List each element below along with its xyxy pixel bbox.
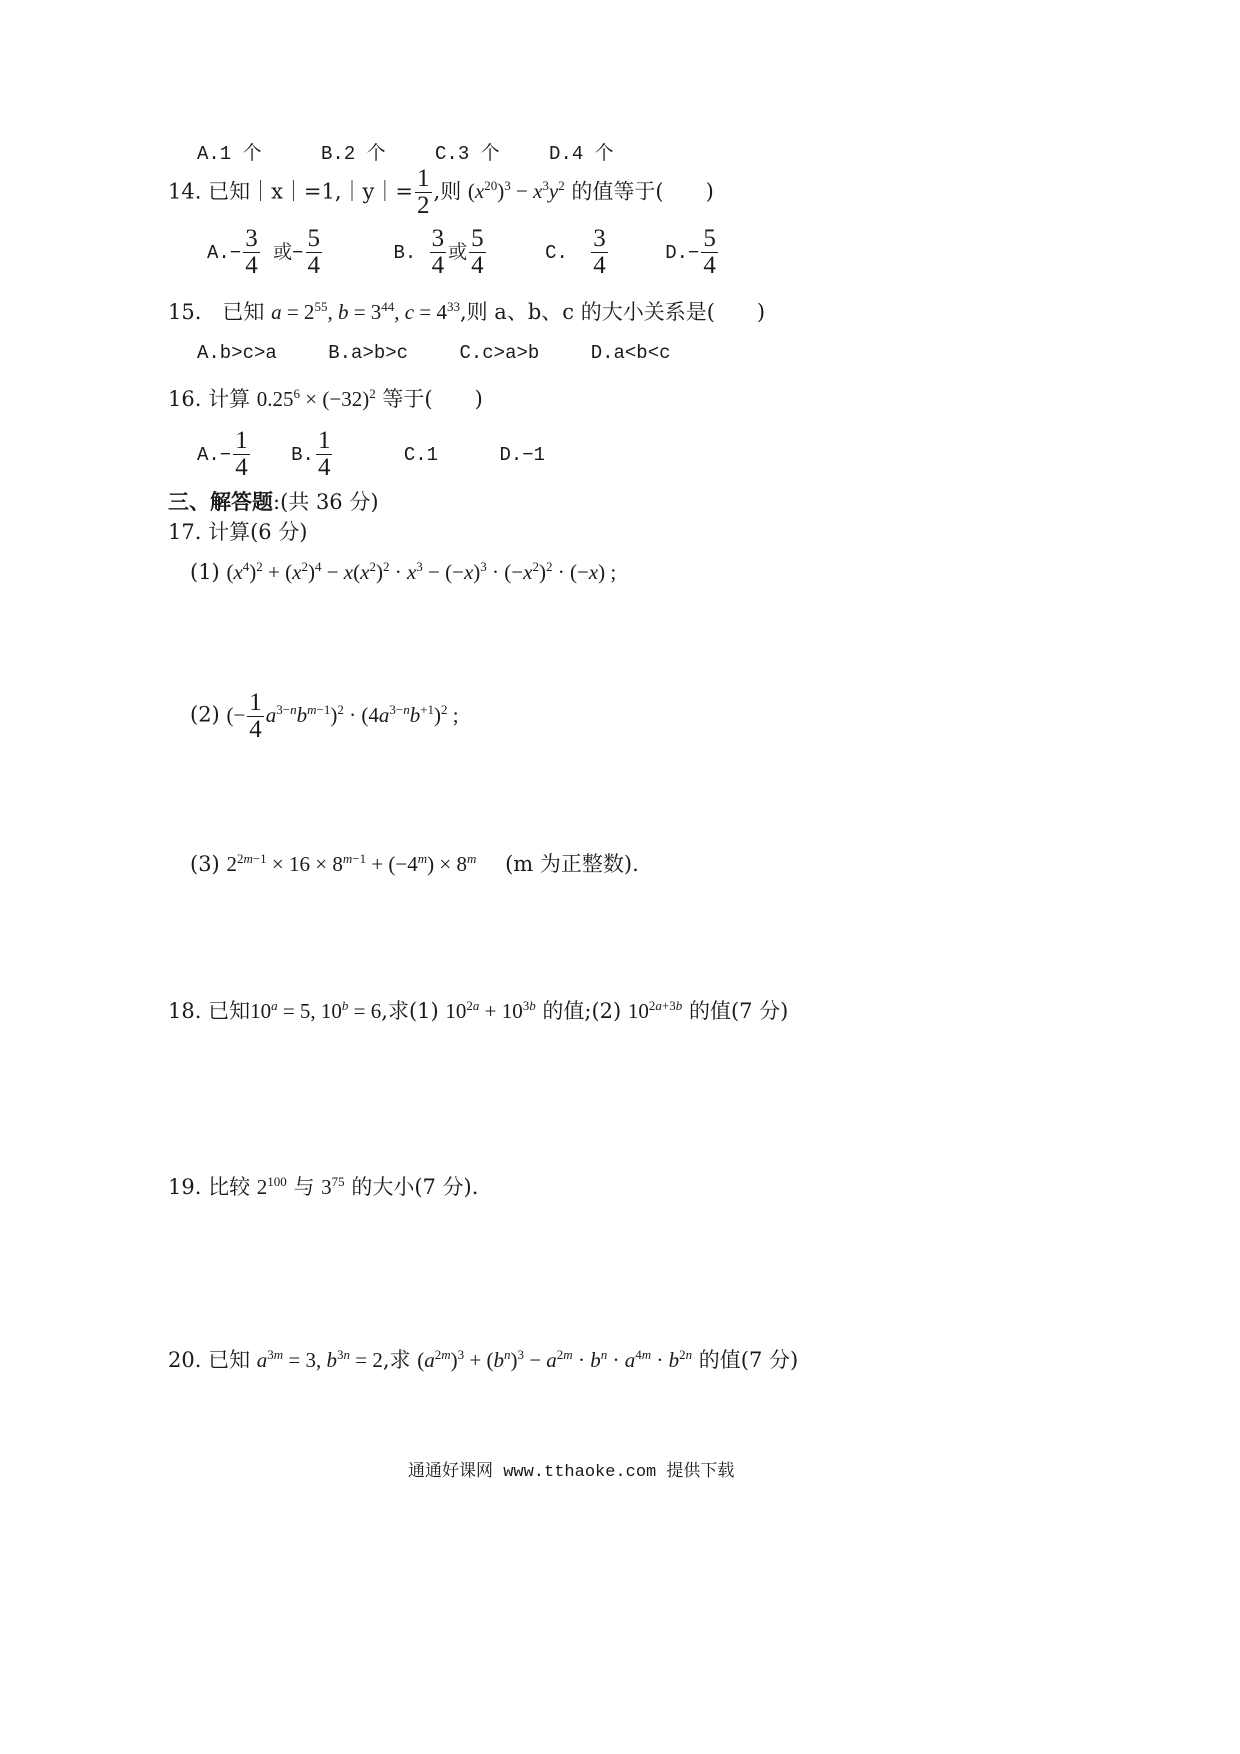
- q20-suffix: 的值(7 分): [698, 1348, 799, 1372]
- q20-prefix: 20. 已知: [168, 1348, 251, 1372]
- question-16: [168, 383, 483, 413]
- q17-part-3: [190, 848, 639, 878]
- q14-option-a: [207, 226, 324, 280]
- q20-mid: ,求: [382, 1348, 411, 1372]
- q14-b2-num: 5: [471, 225, 484, 252]
- q14-c-num: 3: [593, 225, 606, 252]
- q17-part-1-label: (1): [190, 560, 220, 584]
- q15-prefix: 15. 已知: [168, 300, 265, 324]
- q18-prefix: 18. 已知: [168, 999, 251, 1023]
- q15-option-a: A.b>c>a: [197, 342, 277, 364]
- section-3-note: :(共 36 分): [273, 490, 379, 514]
- q18-mid: ,求(1): [381, 999, 439, 1023]
- q14-d-num: 5: [703, 225, 716, 252]
- q14-a-num: 3: [245, 225, 258, 252]
- question-20: [168, 1344, 798, 1374]
- q14-b-den: 4: [431, 252, 445, 280]
- q18-expression-2: $10^{2a+3b}$: [627, 998, 683, 1023]
- q14-b2-den: 4: [471, 252, 484, 280]
- q17-part-1-expression: $(x^4)^2 + (x^2)^4 - x(x^2)^2 \cdot x^3 - (-x)^3 \cdot (-x^2)^2 \cdot (-x)$ ;: [226, 559, 617, 584]
- q15-options: [197, 342, 671, 364]
- q14-expression: $(x^{20})^3 - x^3y^2$: [467, 178, 565, 204]
- section-3-heading: [168, 486, 379, 516]
- q19-value-2: $3^{75}$: [321, 1174, 345, 1199]
- q14-b-num: 3: [431, 225, 445, 252]
- q16-option-b-label: B.: [291, 443, 314, 466]
- q17-title: 17. 计算(6 分): [168, 520, 308, 544]
- q14-option-b: [393, 226, 487, 280]
- q16-a-den: 4: [235, 454, 248, 482]
- q15-suffix: ,则 a、b、c 的大小关系是( ): [459, 300, 766, 324]
- q17-part-3-expression: $2^{2m-1} \times 16 \times 8^{m-1} + (-4^m) \times 8^m$: [226, 851, 477, 876]
- q15-expression: $a = 2^{55}$, $b = 3^{44}$, $c = 4^{33}$: [271, 299, 460, 324]
- q17-part-3-note: (m 为正整数).: [505, 852, 639, 876]
- q19-value-1: $2^{100}$: [256, 1174, 287, 1199]
- question-18: [168, 995, 788, 1025]
- q17-part-2-label: (2): [190, 702, 220, 727]
- q15-option-d: D.a<b<c: [590, 342, 671, 364]
- q14-option-a-or: 或−: [273, 241, 304, 264]
- q16-option-a-label: A.−: [197, 443, 232, 466]
- q17-part-1: [190, 560, 616, 585]
- q16-options: [197, 428, 545, 482]
- question-19: [168, 1171, 478, 1201]
- q18-given: $10^a = 5$, $10^b = 6$: [250, 998, 382, 1023]
- q16-b-den: 4: [317, 454, 331, 482]
- q16-option-c: C.1: [403, 443, 439, 466]
- q15-option-c: C.c>a>b: [459, 342, 540, 364]
- q16-option-a: [197, 428, 252, 482]
- q14-frac-num: 1: [417, 165, 430, 192]
- q14-d-den: 4: [703, 252, 716, 280]
- q14-options: [207, 226, 720, 280]
- q16-expression: $0.25^6 \times (-32)^2$: [256, 386, 376, 411]
- q19-prefix: 19. 比较: [168, 1175, 251, 1199]
- section-3-title: 三、解答题: [168, 489, 273, 514]
- q14-option-a-label: A.−: [207, 241, 242, 264]
- q18-suffix: 的值(7 分): [688, 999, 789, 1023]
- q20-expression: $(a^{2m})^3 + (b^n)^3 - a^{2m} \cdot b^n \cdot a^{4m} \cdot b^{2n}$: [417, 1347, 693, 1372]
- q17-part-3-label: (3): [190, 852, 220, 876]
- q16-option-b: [291, 428, 334, 482]
- q17-part-2-expression: (− $\frac{1}{4}$ $a^{3-n}b^{m-1})^2 \cdot (4a^{3-n}b^{+1})^2$ ;: [226, 689, 459, 744]
- q14-prefix: 14. 已知｜x｜=1,｜y｜=: [168, 179, 414, 204]
- q14-option-c: [545, 226, 610, 280]
- q18-expression-1: $10^{2a} + 10^{3b}$: [445, 998, 536, 1023]
- q15-option-b: B.a>b>c: [328, 342, 409, 364]
- q16-prefix: 16. 计算: [168, 387, 251, 411]
- q17-part-2: [190, 690, 459, 744]
- footer-text: 通通好课网 www.tthaoke.com 提供下载: [408, 1463, 735, 1482]
- q14-option-b-label: B.: [393, 241, 417, 264]
- q13-option-a: A.1 个: [197, 143, 262, 165]
- q19-suffix: 的大小(7 分).: [351, 1175, 479, 1199]
- q16-b-num: 1: [317, 427, 331, 454]
- q18-mid2: 的值;(2): [542, 999, 622, 1023]
- q14-frac-den: 2: [417, 192, 430, 220]
- q17-p2-den: 4: [249, 716, 262, 744]
- q14-option-b-or: 或: [448, 241, 468, 264]
- q14-suffix: 的值等于( ): [571, 179, 714, 204]
- q14-a2-num: 5: [307, 225, 321, 252]
- question-15: [168, 296, 765, 326]
- q14-a2-den: 4: [307, 252, 321, 280]
- q14-c-den: 4: [593, 252, 606, 280]
- q19-mid: 与: [293, 1175, 315, 1199]
- q16-suffix: 等于( ): [382, 387, 483, 411]
- q14-option-d-label: D.−: [665, 241, 700, 264]
- q13-options: [197, 138, 614, 165]
- q14-option-c-label: C.: [545, 241, 568, 264]
- q20-given: $a^{3m} = 3$, $b^{3n} = 2$: [256, 1347, 383, 1372]
- q16-a-num: 1: [235, 427, 248, 454]
- q13-option-b: B.2 个: [321, 143, 386, 165]
- q14-mid: ,则: [433, 179, 462, 204]
- q16-option-d: D.−1: [499, 443, 546, 466]
- q14-a-den: 4: [245, 252, 258, 280]
- q13-option-c: C.3 个: [435, 143, 500, 165]
- q14-option-d: [665, 226, 720, 280]
- q13-option-d: D.4 个: [549, 143, 614, 165]
- q17-p2-num: 1: [249, 689, 262, 716]
- question-14: [168, 166, 714, 220]
